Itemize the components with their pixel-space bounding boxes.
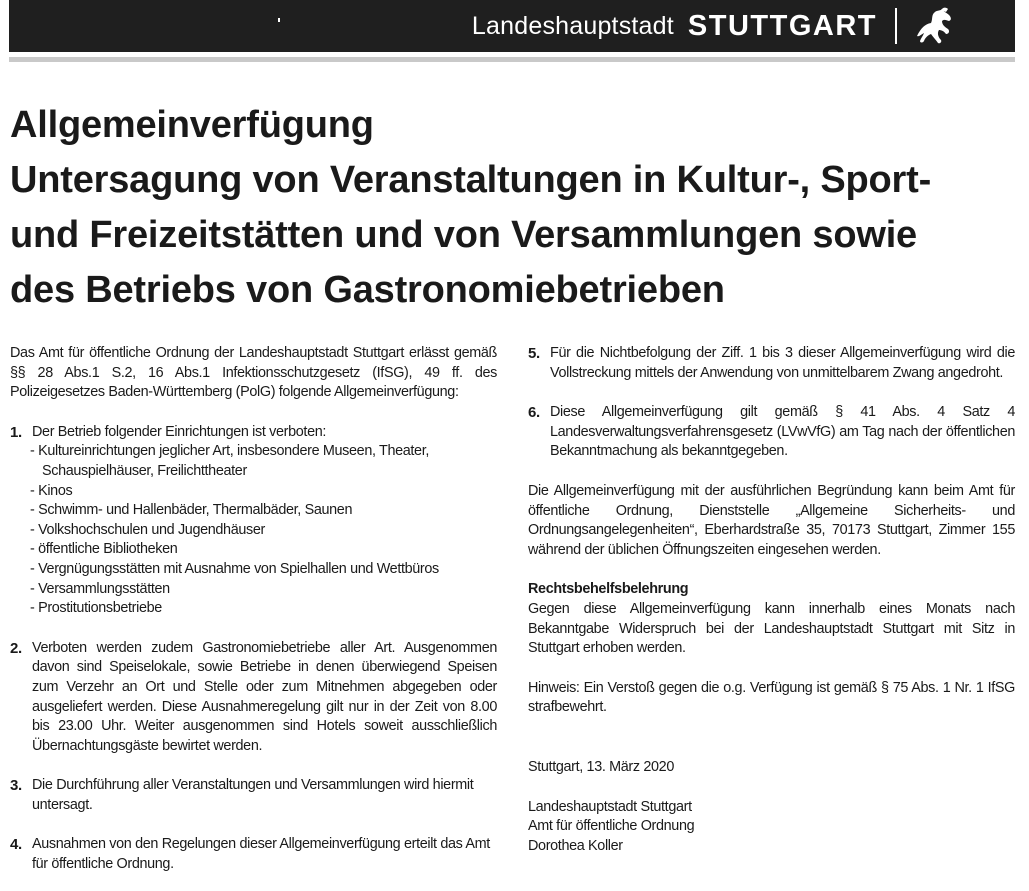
header-city: STUTTGART [687, 9, 877, 42]
numbered-item-2 [10, 639, 497, 757]
hinweis-paragraph: Hinweis: Ein Verstoß gegen die o.g. Verfügung ist gemäß § 75 Abs. 1 Nr. 1 IfSG strafbewehrt. [528, 679, 1015, 716]
list-item: - Schwimm- und Hallenbäder, Thermalbäder, Saunen [30, 502, 353, 519]
item-number: 6. [528, 404, 540, 422]
numbered-item-4 [10, 835, 497, 874]
list-item: - Versammlungsstätten [30, 580, 170, 597]
header-bar [9, 0, 1015, 52]
list-item-continuation: Schauspielhäuser, Freilichttheater [42, 462, 247, 479]
title-line: und Freizeitstätten und von Versammlungen sowie [10, 214, 917, 256]
title-line: des Betriebs von Gastronomiebetrieben [10, 269, 725, 311]
title-line: Untersagung von Veranstaltungen in Kultur-, Sport- [10, 159, 932, 201]
numbered-item-5 [528, 344, 1015, 383]
header-label: Landeshauptstadt [471, 11, 674, 40]
signature-line: Amt für öffentliche Ordnung [528, 818, 695, 835]
numbered-item-6 [528, 403, 1015, 462]
header-tick [278, 18, 280, 22]
item-number: 5. [528, 345, 540, 362]
list-item: - Kultureinrichtungen jeglicher Art, insbesondere Museen, Theater, [30, 443, 430, 460]
item-text: Ausnahmen von den Regelungen dieser Allgemeinverfügung erteilt das Amt für öffentliche Ordnung. [32, 836, 490, 873]
left-column [10, 344, 497, 875]
item-text: Diese Allgemeinverfügung gilt gemäß § 41 Abs. 4 Satz 4 Landesverwaltungsverfahrensgesetz (LVwVfG) am Tag nach der öffentlichen Bekanntmachung als bekanntgegeben. [550, 404, 1015, 460]
header-underline [9, 57, 1015, 62]
numbered-item-1 [10, 423, 497, 443]
date-line: Stuttgart, 13. März 2020 [528, 758, 674, 775]
rechtsbehelf-text: Gegen diese Allgemeinverfügung kann innerhalb eines Monats nach Bekanntgabe Widerspruch bei der Landeshauptstadt Stuttgart mit Sitz in Stuttgart erhoben werden. [528, 600, 1015, 657]
item-text: Für die Nichtbefolgung der Ziff. 1 bis 3 dieser Allgemeinverfügung wird die Vollstreckung mittels der Anwendung von unmittelbarem Zwang angedroht. [550, 345, 1015, 381]
list-item: - Prostitutionsbetriebe [30, 600, 162, 617]
signature-line: Landeshauptstadt Stuttgart [528, 798, 692, 815]
item-number: 2. [10, 639, 22, 657]
header-divider [895, 8, 897, 44]
item-number: 3. [10, 777, 22, 795]
begruendung-paragraph: Die Allgemeinverfügung mit der ausführlichen Begründung kann beim Amt für öffentliche Ordnung, Dienststelle „Allgemeine Sicherheits- und Ordnungsangelegenheiten“, Eberhardstraße 35, 70173 Stuttgart, Zimmer 155 während der üblichen Öffnungszeiten eingesehen werden. [528, 482, 1015, 558]
intro-paragraph: Das Amt für öffentliche Ordnung der Landeshauptstadt Stuttgart erlässt gemäß §§ 28 Abs.1 S.2, 16 Abs.1 Infektionsschutzgesetz (IfSG), 49 ff. des Polizeigesetzes Baden-Württemberg (PolG) folgende Allgemeinverfügung: [10, 345, 497, 401]
item-text: Der Betrieb folgender Einrichtungen ist verboten: [32, 423, 327, 440]
list-item: - Vergnügungsstätten mit Ausnahme von Spielhallen und Wettbüros [30, 560, 439, 577]
list-item: - Kinos [30, 482, 73, 499]
horse-icon [911, 6, 955, 46]
header-brand [472, 0, 955, 52]
item-text: Die Durchführung aller Veranstaltungen und Versammlungen wird hiermit untersagt. [32, 777, 474, 813]
item-text: Verboten werden zudem Gastronomiebetriebe aller Art. Ausgenommen davon sind Speiselokale, sowie Betriebe in denen überwiegend Speisen zum Verzehr an Ort und Stelle oder zum Mitnehmen abgegeben oder ausgeliefert werden. Diese Ausnahmeregelung gilt nur in der Zeit von 8.00 bis 23.00 Uhr. Weiter ausgenommen sind Hotels soweit ausschließlich Übernachtungsgäste bewirtet werden. [32, 639, 497, 754]
title-line: Allgemeinverfügung [10, 104, 374, 146]
item-number: 1. [10, 423, 22, 441]
signature-name: Dorothea Koller [528, 837, 623, 854]
right-column [528, 344, 1015, 856]
item-number: 4. [10, 836, 22, 854]
numbered-item-3 [10, 776, 497, 815]
list-item: - Volkshochschulen und Jugendhäuser [30, 521, 265, 538]
page-title [10, 98, 1015, 318]
rechtsbehelf-heading: Rechtsbehelfsbelehrung [528, 581, 689, 598]
list-item: - öffentliche Bibliotheken [30, 541, 178, 558]
